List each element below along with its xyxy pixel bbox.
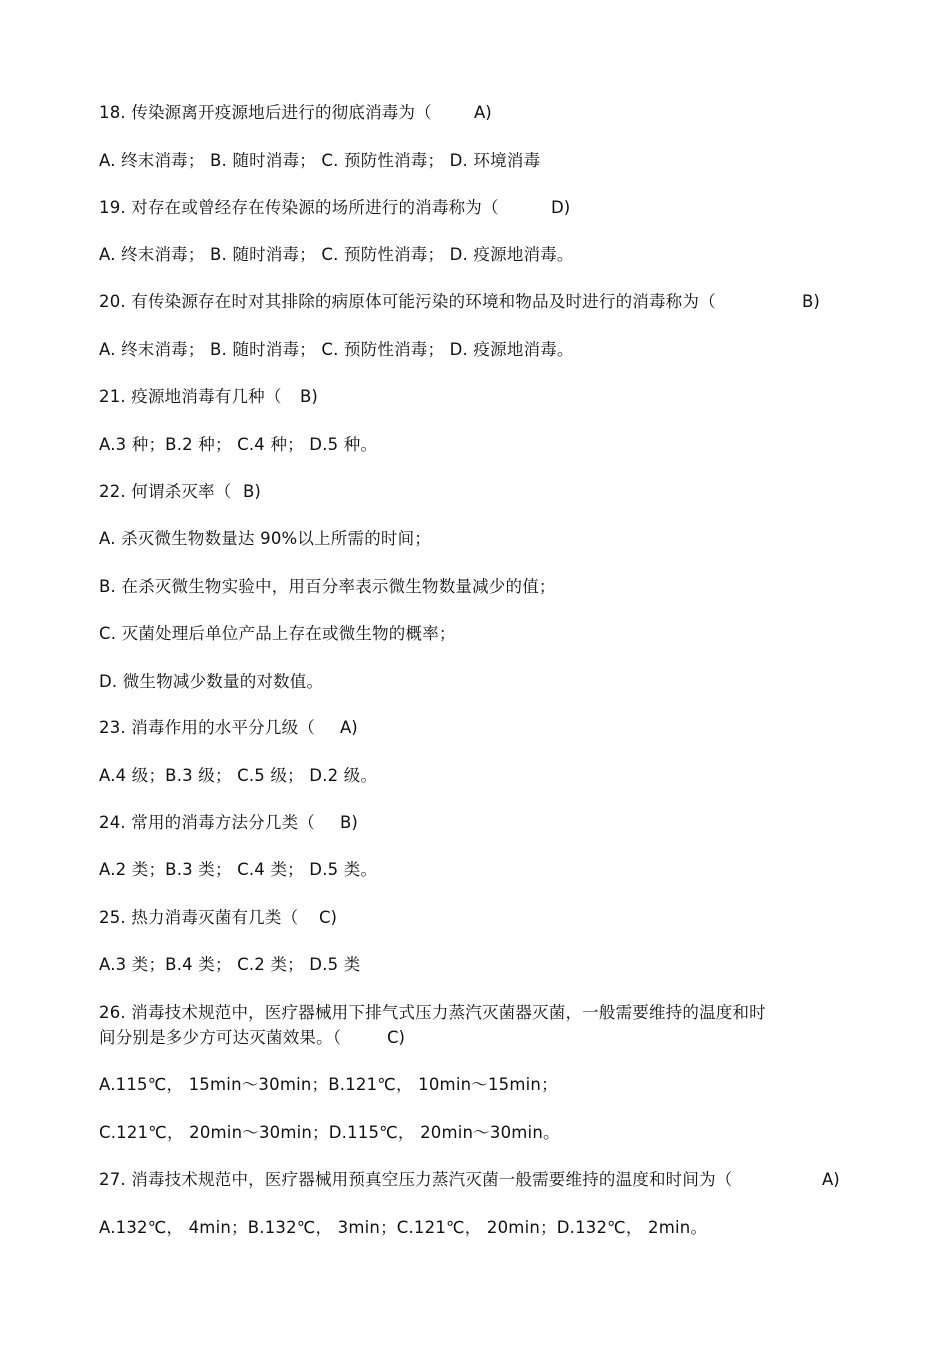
question-19: 19. 对存在或曾经存在传染源的场所进行的消毒称为（ bbox=[99, 198, 499, 217]
options-27: A.132℃， 4min；B.132℃， 3min；C.121℃， 20min；D.132℃， 2min。 bbox=[99, 1218, 708, 1237]
answer-18: A) bbox=[474, 103, 492, 122]
answer-24: B) bbox=[340, 813, 358, 832]
options-26-line-2: C.121℃， 20min～30min；D.115℃， 20min～30min。 bbox=[99, 1123, 560, 1142]
question-18: 18. 传染源离开疫源地后进行的彻底消毒为（ bbox=[99, 103, 432, 122]
options-20: A. 终末消毒； B. 随时消毒； C. 预防性消毒； D. 疫源地消毒。 bbox=[99, 340, 574, 359]
answer-23: A) bbox=[340, 718, 358, 737]
option-22-b: B. 在杀灭微生物实验中，用百分率表示微生物数量减少的值； bbox=[99, 577, 556, 596]
options-24: A.2 类；B.3 类； C.4 类； D.5 类。 bbox=[99, 860, 378, 879]
question-23: 23. 消毒作用的水平分几级（ bbox=[99, 718, 315, 737]
answer-25: C) bbox=[319, 908, 337, 927]
options-25: A.3 类；B.4 类； C.2 类； D.5 类 bbox=[99, 955, 361, 974]
options-18: A. 终末消毒； B. 随时消毒； C. 预防性消毒； D. 环境消毒 bbox=[99, 151, 541, 170]
question-26-line-2: 间分别是多少方可达灭菌效果。（ bbox=[99, 1028, 342, 1047]
answer-20: B) bbox=[802, 292, 820, 311]
options-21: A.3 种；B.2 种； C.4 种； D.5 种。 bbox=[99, 435, 378, 454]
option-22-c: C. 灭菌处理后单位产品上存在或微生物的概率； bbox=[99, 624, 456, 643]
question-24: 24. 常用的消毒方法分几类（ bbox=[99, 813, 315, 832]
option-22-a: A. 杀灭微生物数量达 90%以上所需的时间； bbox=[99, 529, 432, 548]
answer-27: A) bbox=[822, 1170, 840, 1189]
answer-19: D) bbox=[551, 198, 571, 217]
answer-22: B) bbox=[243, 482, 261, 501]
question-27: 27. 消毒技术规范中，医疗器械用预真空压力蒸汽灭菌一般需要维持的温度和时间为（ bbox=[99, 1170, 733, 1189]
options-19: A. 终末消毒； B. 随时消毒； C. 预防性消毒； D. 疫源地消毒。 bbox=[99, 245, 574, 264]
question-22: 22. 何谓杀灭率（ bbox=[99, 482, 232, 501]
question-20: 20. 有传染源存在时对其排除的病原体可能污染的环境和物品及时进行的消毒称为（ bbox=[99, 292, 716, 311]
option-22-d: D. 微生物减少数量的对数值。 bbox=[99, 672, 324, 691]
question-21: 21. 疫源地消毒有几种（ bbox=[99, 387, 282, 406]
question-25: 25. 热力消毒灭菌有几类（ bbox=[99, 908, 299, 927]
answer-26: C) bbox=[387, 1028, 405, 1047]
answer-21: B) bbox=[300, 387, 318, 406]
options-23: A.4 级；B.3 级； C.5 级； D.2 级。 bbox=[99, 766, 378, 785]
options-26-line-1: A.115℃， 15min～30min；B.121℃， 10min～15min； bbox=[99, 1075, 558, 1094]
question-26-line-1: 26. 消毒技术规范中，医疗器械用下排气式压力蒸汽灭菌器灭菌，一般需要维持的温度和时 bbox=[99, 1003, 766, 1022]
